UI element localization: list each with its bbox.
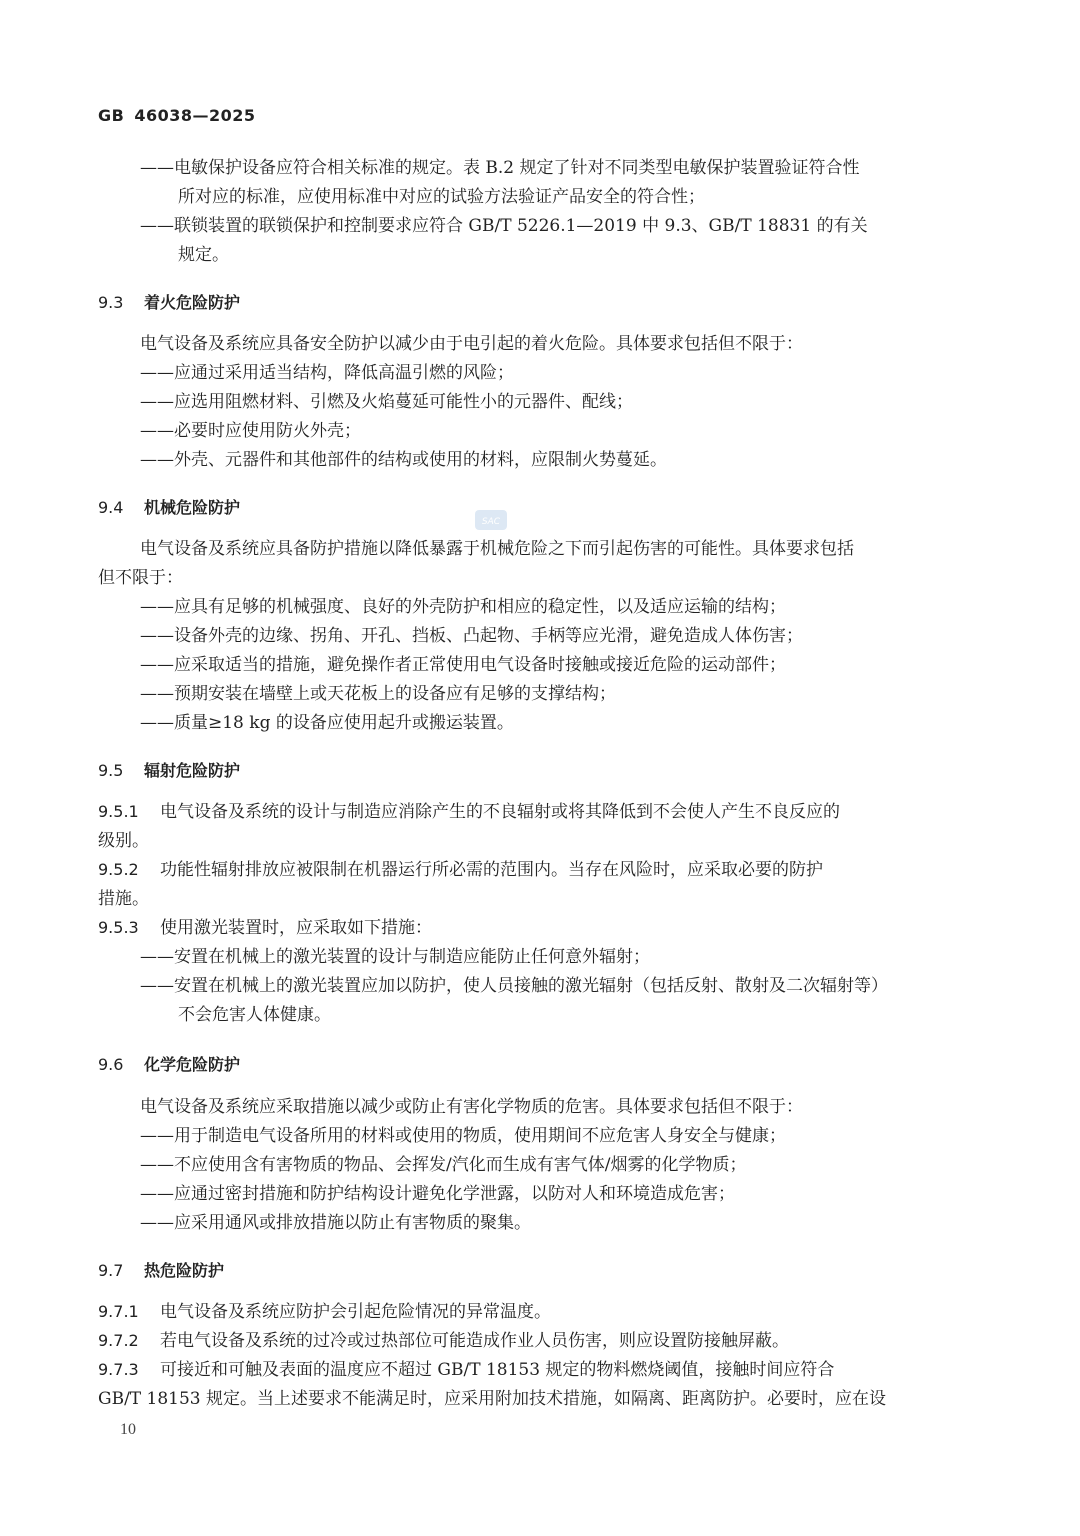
list-item: ——外壳、元器件和其他部件的结构或使用的材料，应限制火势蔓延。 — [140, 450, 667, 470]
document-header — [98, 106, 256, 125]
page-number: 10 — [120, 1421, 136, 1438]
list-item: ——应采取适当的措施，避免操作者正常使用电气设备时接触或接近危险的运动部件； — [140, 655, 786, 675]
list-item: ——安置在机械上的激光装置应加以防护，使人员接触的激光辐射（包括反射、散射及二次辐射等） — [140, 976, 888, 996]
clause-9-7-3-line1 — [98, 1359, 834, 1381]
section-title: 着火危险防护 — [144, 293, 241, 312]
list-item: ——应通过密封措施和防护结构设计避免化学泄露，以防对人和环境造成危害； — [140, 1184, 735, 1204]
section-number: 9.5 — [98, 761, 124, 780]
clause-9-7-2 — [98, 1330, 789, 1352]
section-title: 机械危险防护 — [144, 498, 241, 517]
clause-9-5-1-line2: 级别。 — [98, 831, 149, 851]
list-item: ——不应使用含有害物质的物品、会挥发/汽化而生成有害气体/烟雾的化学物质； — [140, 1155, 747, 1175]
top-item-2-line1: ——联锁装置的联锁保护和控制要求应符合 GB/T 5226.1—2019 中 9.3、GB/T 18831 的有关 — [140, 216, 868, 236]
section-heading-9-5 — [98, 758, 240, 781]
watermark-text: SAC — [481, 517, 501, 527]
list-item: ——用于制造电气设备所用的材料或使用的物质，使用期间不应危害人身安全与健康； — [140, 1126, 786, 1146]
list-item-continuation: 不会危害人体健康。 — [178, 1005, 331, 1025]
section-number: 9.3 — [98, 293, 124, 312]
section-9-4-intro-line2: 但不限于： — [98, 568, 183, 588]
standard-number: 46038—2025 — [134, 106, 256, 125]
top-item-2-line2: 规定。 — [178, 245, 229, 265]
clause-9-7-3-line2: GB/T 18153 规定。当上述要求不能满足时，应采用附加技术措施，如隔离、距离防护。必要时，应在设 — [98, 1389, 887, 1409]
clause-text: 电气设备及系统应防护会引起危险情况的异常温度。 — [160, 1302, 551, 1322]
standard-prefix: GB — [98, 106, 125, 125]
clause-9-5-2-line2: 措施。 — [98, 889, 149, 909]
clause-text: 可接近和可触及表面的温度应不超过 GB/T 18153 规定的物料燃烧阈值，接触时间应符合 — [160, 1360, 835, 1380]
section-title: 热危险防护 — [144, 1261, 225, 1280]
clause-9-5-3-line1 — [98, 917, 432, 939]
list-item: ——质量≥18 kg 的设备应使用起升或搬运装置。 — [140, 713, 514, 733]
section-heading-9-3 — [98, 290, 240, 313]
section-heading-9-6 — [98, 1052, 240, 1075]
section-number: 9.7 — [98, 1261, 124, 1280]
list-item: ——应选用阻燃材料、引燃及火焰蔓延可能性小的元器件、配线； — [140, 392, 633, 412]
list-item: ——设备外壳的边缘、拐角、开孔、挡板、凸起物、手柄等应光滑，避免造成人体伤害； — [140, 626, 803, 646]
clause-text: 使用激光装置时，应采取如下措施： — [160, 918, 432, 938]
clause-9-5-1-line1 — [98, 801, 840, 823]
clause-text: 功能性辐射排放应被限制在机器运行所必需的范围内。当存在风险时，应采取必要的防护 — [160, 860, 823, 880]
list-item: ——应具有足够的机械强度、良好的外壳防护和相应的稳定性，以及适应运输的结构； — [140, 597, 786, 617]
section-heading-9-7 — [98, 1258, 224, 1281]
section-9-4-intro-line1: 电气设备及系统应具备防护措施以降低暴露于机械危险之下而引起伤害的可能性。具体要求包括 — [140, 539, 854, 559]
section-9-6-intro: 电气设备及系统应采取措施以减少或防止有害化学物质的危害。具体要求包括但不限于： — [140, 1097, 803, 1117]
section-title: 化学危险防护 — [144, 1055, 241, 1074]
clause-number: 9.5.3 — [98, 918, 139, 937]
section-title: 辐射危险防护 — [144, 761, 241, 780]
top-item-1-line2: 所对应的标准，应使用标准中对应的试验方法验证产品安全的符合性； — [178, 187, 705, 207]
clause-number: 9.5.1 — [98, 802, 139, 821]
clause-text: 若电气设备及系统的过冷或过热部位可能造成作业人员伤害，则应设置防接触屏蔽。 — [160, 1331, 789, 1351]
clause-9-5-2-line1 — [98, 859, 823, 881]
clause-number: 9.5.2 — [98, 860, 139, 879]
section-number: 9.4 — [98, 498, 124, 517]
list-item: ——必要时应使用防火外壳； — [140, 421, 361, 441]
clause-text: 电气设备及系统的设计与制造应消除产生的不良辐射或将其降低到不会使人产生不良反应的 — [160, 802, 840, 822]
clause-9-7-1 — [98, 1301, 551, 1323]
clause-number: 9.7.1 — [98, 1302, 139, 1321]
list-item: ——安置在机械上的激光装置的设计与制造应能防止任何意外辐射； — [140, 947, 650, 967]
sac-watermark-logo — [474, 508, 508, 532]
top-item-1-line1: ——电敏保护设备应符合相关标准的规定。表 B.2 规定了针对不同类型电敏保护装置验证符合性 — [140, 158, 860, 178]
section-heading-9-4 — [98, 495, 240, 518]
section-number: 9.6 — [98, 1055, 124, 1074]
clause-number: 9.7.3 — [98, 1360, 139, 1379]
list-item: ——预期安装在墙壁上或天花板上的设备应有足够的支撑结构； — [140, 684, 616, 704]
section-9-3-intro: 电气设备及系统应具备安全防护以减少由于电引起的着火危险。具体要求包括但不限于： — [140, 334, 803, 354]
list-item: ——应采用通风或排放措施以防止有害物质的聚集。 — [140, 1213, 531, 1233]
clause-number: 9.7.2 — [98, 1331, 139, 1350]
list-item: ——应通过采用适当结构，降低高温引燃的风险； — [140, 363, 514, 383]
